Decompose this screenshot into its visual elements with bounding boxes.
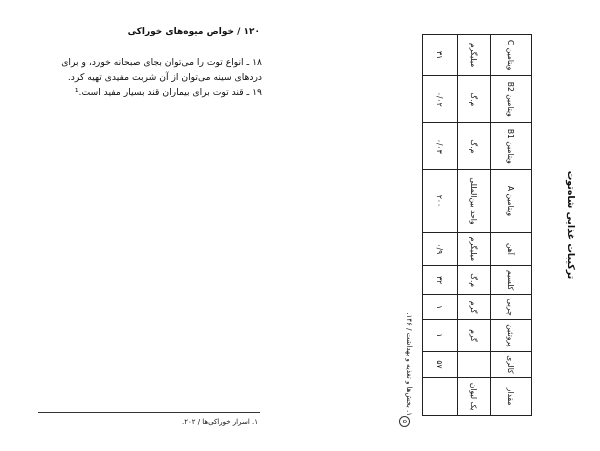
table-cell: گرم <box>458 295 491 320</box>
table-cell: ۰/۰۲ <box>423 76 458 123</box>
body-text <box>30 55 262 100</box>
table-header-cell: چربی <box>491 295 532 320</box>
table-header-cell: آهن <box>491 232 532 266</box>
table-cell: ۰/۰۳ <box>423 123 458 170</box>
table-cell: ۱ <box>423 295 458 320</box>
table-cell: ۲۰۰ <box>423 170 458 232</box>
table-cell: ۵۷ <box>423 351 458 377</box>
table-header-cell: مقدار <box>491 378 532 416</box>
table-header-row <box>491 35 532 416</box>
circled-number: ۵ <box>399 416 410 427</box>
table-header-cell: پروتئین <box>491 320 532 352</box>
nutrition-table <box>422 34 532 416</box>
table-cell: م.گ <box>458 266 491 295</box>
paragraph-line: دردهای سینه می‌توان از آن شربت مفیدی تهیه کرد. <box>67 72 262 83</box>
table-cell: م.گ <box>458 76 491 123</box>
table-cell: ۳۲ <box>423 266 458 295</box>
table-cell: واحد بین‌المللی <box>458 170 491 232</box>
rotated-table-area <box>320 20 580 430</box>
table-cell: ۳۱ <box>423 35 458 76</box>
page-header: ۱۲۰ / خواص میوه‌های خوراکی <box>127 27 260 37</box>
paragraph-line: ۱۸ ـ انواع توت را می‌توان بجای صبحانه خورد، و برای <box>61 57 262 68</box>
right-page <box>300 0 600 451</box>
footnote: ۱. اسرار خوراکی‌ها / ۲۰۲. <box>181 418 258 426</box>
table-header-cell: ویتامین A <box>491 170 532 232</box>
table-header-cell: کالری <box>491 351 532 377</box>
table-cell: ۱ <box>423 320 458 352</box>
table-cell <box>423 378 458 416</box>
table-header-cell: ویتامین B2 <box>491 76 532 123</box>
table-cell: میلیگرم <box>458 232 491 266</box>
table-value-row <box>423 35 458 416</box>
table-footnote: ۱. بخش‌ها و تغذیه و بهداشت / ۱۴۶. <box>405 312 413 416</box>
paragraph-line: ۱۹ ـ قند توت برای بیماران قند بسیار مفید است.¹ <box>74 87 262 98</box>
footnote-divider <box>38 412 260 413</box>
table-header-cell: ویتامین C <box>491 35 532 76</box>
table-cell <box>458 351 491 377</box>
table-cell: یک لیوان <box>458 378 491 416</box>
table-cell: م.گ <box>458 123 491 170</box>
table-cell: میلیگرم <box>458 35 491 76</box>
table-header-cell: ویتامین B1 <box>491 123 532 170</box>
table-cell: گرم <box>458 320 491 352</box>
table-unit-row <box>458 35 491 416</box>
table-title: ترکیبات غذایی شاه‌توت <box>565 170 576 280</box>
table-cell: ۰/۹ <box>423 232 458 266</box>
table-header-cell: کلسیم <box>491 266 532 295</box>
